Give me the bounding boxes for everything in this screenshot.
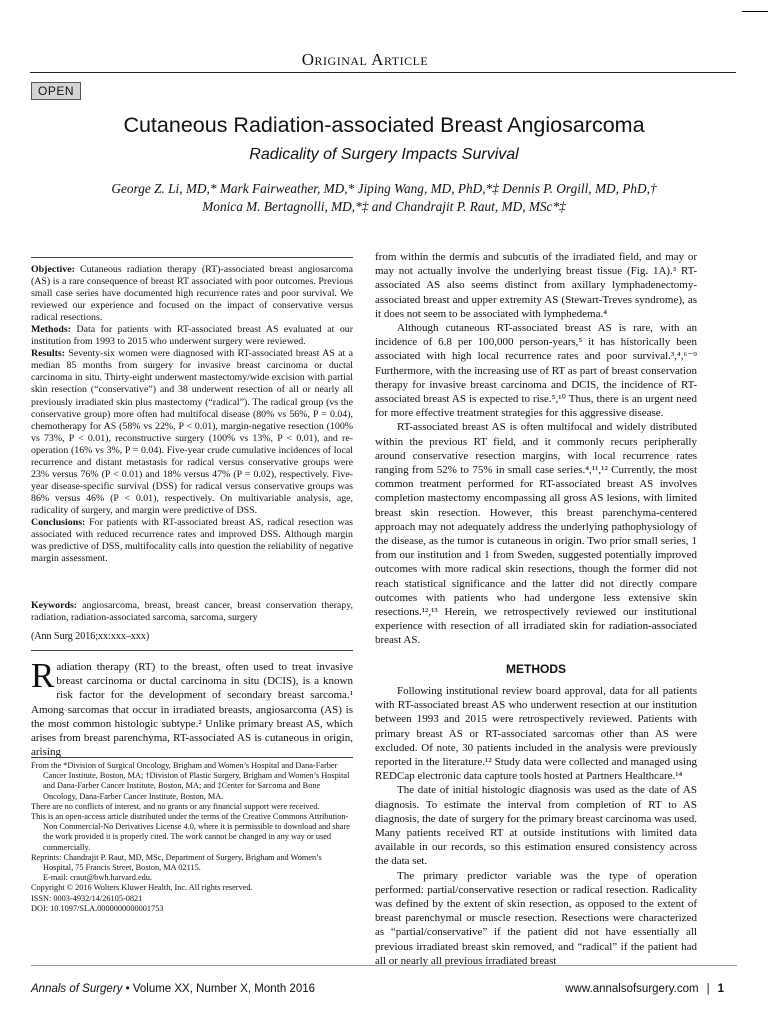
methods-paragraph-3: The primary predictor variable was the type of operation performed: partial/conservative resection or radical resection. Radicality was defined by the extent of skin resection, as opposed to the extent of breast parenchymal or muscle resection. Resections were characterized as “partial/conservative” if the patient did not have essentially all previous irradiated breast skin removed, and “radical” if the patient had all or nearly all previous irradiated breast (375, 869, 697, 967)
footnote-conflicts: There are no conflicts of interest, and no grants or any financial support were received. (31, 801, 320, 811)
keywords-label: Keywords: (31, 600, 78, 611)
keywords (31, 600, 353, 624)
drop-cap: R (31, 656, 55, 695)
methods-paragraph-2: The date of initial histologic diagnosis was used as the date of AS diagnosis. To estimate the interval from completion of RT to AS diagnosis, the date of surgery for the primary breast carcinoma was used. Many patients received RT at outside institutions with limited data available in our records, so this estimation ensured consistency across the data set. (375, 784, 697, 868)
footnote-reprints: Reprints: Chandrajit P. Raut, MD, MSc, Department of Surgery, Brigham and Women’s Hospital, 75 Francis Street, Boston, MA 02115. (31, 852, 322, 873)
header-divider (30, 72, 736, 73)
footnote-affiliation: From the *Division of Surgical Oncology, Brigham and Women’s Hospital and Dana-Farber Cancer Institute, Boston, MA; †Division of Plastic Surgery, Brigham and Women’s Hospital and Dana-Farber Cancer Institute, Boston, MA; and ‡Center for Sarcoma and Bone Oncology, Dana-Farber Cancer Institute, Boston, MA. (31, 761, 350, 801)
article-title: Cutaneous Radiation-associated Breast Angiosarcoma (123, 113, 645, 137)
right-column (375, 250, 697, 968)
results-text: Seventy-six women were diagnosed with RT-associated breast AS at a median 85 months from surgery for invasive breast carcinoma or ductal carcinoma in situ. Thirty-eight underwent mastectomy/wide excision with partial skin resection (“conservative”) and 38 underwent resection of all or nearly all previously irradiated skin plus mastectomy (“radical”). The radical group (vs the conservative group) more often had multifocal disease (80% vs 56%, P = 0.04), chemotherapy for AS (58% vs 22%, P < 0.01), margin-negative resection (100% vs 73%, P < 0.01), reconstructive surgery (100% vs 13%, P < 0.01), and re-operation (16% vs 3%, P = 0.04). Five-year crude cumulative incidences of local recurrence and distant metastasis for radical versus conservative groups were 23% versus 76% (P < 0.01) and 18% versus 47% (P = 0.02), respectively. Five-year disease-specific survival (DSS) for radical versus conservative groups was 86% versus 46% (P < 0.01), respectively. On multivariable analysis, age, radicality of surgery, and margin were predictive of DSS. (31, 348, 353, 516)
abstract-objective (31, 264, 353, 324)
open-access-badge: OPEN (31, 82, 81, 100)
methods-paragraph-1: Following institutional review board approval, data for all patients with RT-associated breast AS who underwent resection at our institution between 1993 and 2015 were retrospectively reviewed. Patients with primary breast AS or RT-associated sarcomas other than AS were excluded. Of note, 30 patients included in the analysis were previously reported in the literature.¹² Study data were collected and managed using REDCap electronic data capture tools hosted at Partners Healthcare.¹⁴ (375, 684, 697, 783)
footnotes (31, 761, 353, 914)
conclusions-text: For patients with RT-associated breast AS, radical resection was associated with reduced recurrence rates and improved DSS. Although margin was predictive of DSS, multifocality calls into question the reliability of negative margin assessment. (31, 516, 353, 565)
authors-line-1: George Z. Li, MD,* Mark Fairweather, MD,* Jiping Wang, MD, PhD,*‡ Dennis P. Orgill, MD, PhD,† (111, 181, 657, 196)
footer-right (565, 983, 724, 995)
journal-name: Annals of Surgery (31, 983, 123, 995)
footnote-doi: DOI: 10.1097/SLA.0000000000001753 (31, 903, 164, 913)
abstract-conclusions (31, 517, 353, 565)
footnote-license: This is an open-access article distributed under the terms of the Creative Commons Attribution-Non Commercial-No Derivatives License 4.0, where it is permissible to download and share the work provided it is properly cited. The work cannot be changed in any way or used commercially. (31, 812, 350, 852)
body-paragraph-1: from within the dermis and subcutis of the irradiated field, and may or may not actually involve the underlying breast tissue (Fig. 1A).³ RT-associated AS also seems distinct from axillary lymphadenectomy-associated breast and upper extremity AS (Stewart-Treves syndrome), as it does not seem to be associated with lymphedema.⁴ (375, 251, 697, 320)
journal-website-link[interactable]: www.annalsofsurgery.com (565, 983, 699, 995)
section-type-heading: Original Article (301, 50, 429, 69)
objective-label: Objective: (31, 264, 75, 275)
footnote-copyright: Copyright © 2016 Wolters Kluwer Health, Inc. All rights reserved. (31, 883, 253, 893)
footer-separator: | (706, 983, 710, 995)
body-paragraph-3: RT-associated breast AS is often multifocal and widely distributed within the previous RT field, and it commonly recurs peripherally around conservative resection margins, with local recurrence rates ranging from 52% to 75% in small case series.⁴,¹¹,¹² Currently, the most common treatment performed for RT-associated breast AS involves completion mastectomy encompassing all gross AS lesions, with limited breast skin resection. However, this breast parenchyma-centered approach may not adequately address the underlying pathophysiology of the disease, as the tumor is cutaneous in origin. Two prior small series, 1 from our institution and 1 from Sweden, suggested potentially improved outcomes with more radical skin resections, though the former did not reach statistical significance and the latter did not directly compare outcomes with patients who had undergone less extensive skin resections.¹²,¹³ Herein, we retrospectively reviewed our institutional experience with resection of all irradiated skin for radiation-associated breast AS. (375, 421, 697, 647)
footnote-issn: ISSN: 0003-4932/14/26105-0821 (31, 893, 143, 903)
citation: (Ann Surg 2016;xx:xxx–xxx) (31, 631, 150, 642)
corner-crop-mark (742, 11, 768, 12)
footer-rule (31, 965, 737, 966)
abstract-methods (31, 324, 353, 348)
footnote-email: E-mail: craut@bwh.harvard.edu. (43, 873, 153, 883)
footnote-rule (31, 757, 353, 758)
issue-info: • Volume XX, Number X, Month 2016 (122, 983, 316, 995)
methods-label: Methods: (31, 324, 72, 336)
results-label: Results: (31, 348, 66, 360)
intro-paragraph (31, 656, 353, 759)
footer-journal-info (31, 983, 315, 995)
authors-line-2: Monica M. Bertagnolli, MD,*‡ and Chandrajit P. Raut, MD, MSc*‡ (202, 198, 566, 214)
abstract-top-rule (31, 257, 353, 258)
page-number: 1 (717, 983, 724, 995)
article-subtitle: Radicality of Surgery Impacts Survival (249, 146, 519, 163)
intro-text: adiation therapy (RT) to the breast, often used to treat invasive breast carcinoma or ductal carcinoma in situ (DCIS), is a known risk factor for the development of secondary breast sarcoma.¹ Among sarcomas that occur in irradiated breasts, angiosarcoma (AS) is the most common histologic subtype.² Unlike primary breast AS, which arises from breast parenchyma, RT-associated AS is cutaneous in origin, arising (31, 661, 353, 759)
abstract (31, 264, 353, 565)
objective-text: Cutaneous radiation therapy (RT)-associated breast angiosarcoma (AS) is a rare consequence of breast RT associated with poor outcomes. Previous small case series have documented high recurrence rates and poor survival. We reviewed our experience and focused on the impact of conservative versus radical resections. (31, 264, 353, 324)
conclusions-label: Conclusions: (31, 516, 86, 528)
methods-text: Data for patients with RT-associated breast AS evaluated at our institution from 1993 to 2015 who underwent surgery were reviewed. (31, 324, 353, 348)
abstract-bottom-rule (31, 650, 353, 651)
methods-heading: METHODS (506, 661, 566, 676)
keywords-text: angiosarcoma, breast, breast cancer, breast conservation therapy, radiation, radiation-associated sarcoma, sarcoma, surgery (31, 600, 353, 624)
body-paragraph-2: Although cutaneous RT-associated breast AS is rare, with an incidence of 6.8 per 100,000 person-years,⁵ it has historically been associated with high local recurrence rates and poor survival.³,⁴,⁶⁻⁹ Furthermore, with the increasing use of RT as part of breast conservation therapy for invasive breast carcinoma and DCIS, the incidence of RT-associated breast AS is expected to rise.⁵,¹⁰ Thus, there is an urgent need for more effective treatment strategies for this aggressive disease. (375, 322, 697, 420)
author-list (0, 180, 768, 215)
abstract-results (31, 348, 353, 517)
